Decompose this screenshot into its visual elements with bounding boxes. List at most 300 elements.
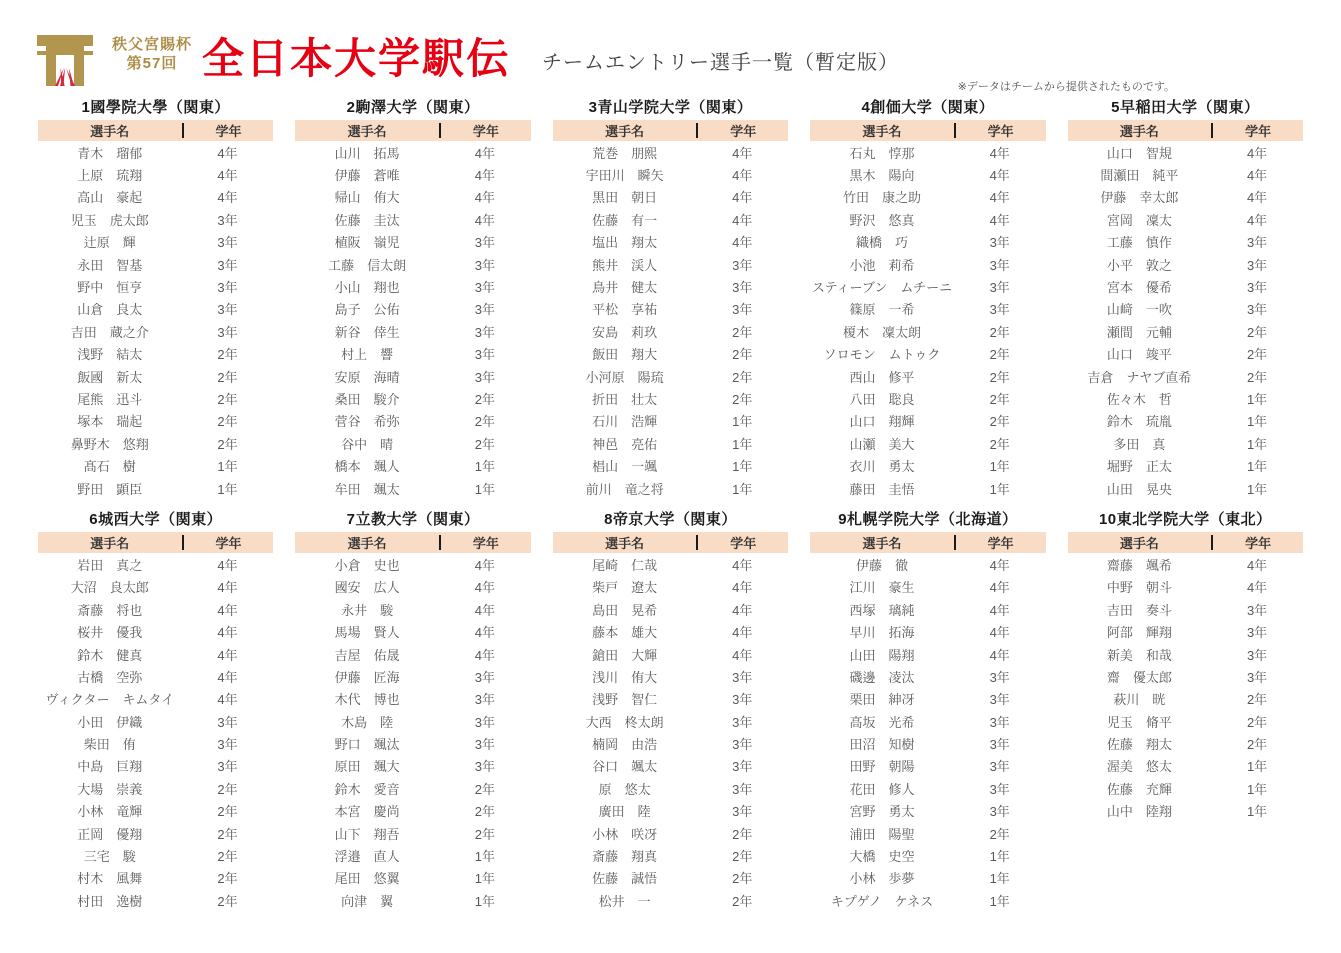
player-name: 原 悠太 [598, 781, 651, 797]
player-name: 小林 竜輝 [77, 804, 143, 820]
player-year: 3年 [989, 781, 1010, 797]
table-header-row [38, 532, 273, 553]
player-year: 3年 [217, 324, 238, 340]
player-name: 田沼 知樹 [849, 737, 915, 753]
player-row [38, 553, 273, 575]
player-name: 新美 和哉 [1106, 647, 1172, 663]
player-name: 伊藤 幸太郎 [1100, 190, 1179, 206]
player-year: 2年 [474, 391, 495, 407]
player-row [1068, 665, 1303, 687]
table-header-row [38, 120, 273, 141]
player-year: 3年 [732, 737, 753, 753]
player-year: 4年 [217, 625, 238, 641]
player-year: 3年 [732, 759, 753, 775]
team-table [38, 508, 273, 911]
player-year: 2年 [1246, 692, 1268, 708]
player-year: 2年 [217, 781, 238, 797]
player-row [38, 732, 273, 754]
player-year: 3年 [217, 737, 238, 753]
player-year: 3年 [989, 759, 1010, 775]
column-header-name: 選手名 [862, 536, 902, 552]
player-year: 1年 [732, 459, 753, 475]
team-table [1068, 508, 1303, 911]
player-name: 谷口 颯太 [592, 759, 658, 775]
player-name: 児玉 脩平 [1106, 714, 1172, 730]
player-year: 2年 [474, 804, 495, 820]
player-year: 4年 [474, 145, 495, 161]
player-row [295, 298, 530, 320]
player-name: 牟田 颯太 [334, 481, 400, 497]
player-name: 植阪 嶺児 [334, 235, 400, 251]
player-row [810, 343, 1045, 365]
player-year: 1年 [474, 481, 495, 497]
player-name: 山倉 良太 [77, 302, 143, 318]
player-name: 篠原 一希 [849, 302, 915, 318]
player-row [810, 410, 1045, 432]
player-name: 松井 一 [598, 893, 651, 909]
player-row [295, 844, 530, 866]
player-row [295, 867, 530, 889]
player-name: 伊藤 蒼唯 [334, 168, 400, 184]
player-year: 4年 [732, 580, 753, 596]
player-year: 4年 [732, 647, 753, 663]
player-row [1068, 688, 1303, 710]
player-row [38, 432, 273, 454]
player-year: 3年 [989, 714, 1010, 730]
event-title: 全日本大学駅伝 [202, 35, 511, 82]
player-name: 藤田 圭悟 [849, 481, 915, 497]
table-header-row [295, 532, 530, 553]
player-name: 斎藤 翔真 [592, 849, 658, 865]
player-row [1068, 432, 1303, 454]
player-row [810, 454, 1045, 476]
player-name: 吉屋 佑晟 [334, 647, 400, 663]
player-year: 1年 [1246, 459, 1268, 475]
player-year: 4年 [1246, 190, 1268, 206]
edition-number: 第57回 [126, 54, 178, 72]
player-year: 2年 [217, 826, 238, 842]
player-name: 永井 駿 [341, 602, 394, 618]
player-name: 浮邉 直人 [334, 849, 400, 865]
player-row [1068, 620, 1303, 642]
player-year: 3年 [1246, 235, 1268, 251]
player-row [810, 732, 1045, 754]
player-name: 古橋 空弥 [77, 669, 143, 685]
player-year: 3年 [989, 235, 1010, 251]
column-header-year: 学年 [472, 124, 499, 139]
player-year: 1年 [732, 481, 753, 497]
player-name: 吉田 奏斗 [1106, 602, 1172, 618]
player-year: 3年 [989, 692, 1010, 708]
player-row [295, 253, 530, 275]
player-year: 3年 [217, 235, 238, 251]
player-name: 飯國 新太 [77, 369, 143, 385]
player-name: 飯田 翔大 [592, 347, 658, 363]
player-name: 佐藤 充輝 [1106, 781, 1172, 797]
player-row [553, 553, 788, 575]
player-year: 4年 [217, 145, 238, 161]
player-name: 山口 翔輝 [849, 414, 915, 430]
player-name: 竹田 康之助 [842, 190, 921, 206]
player-row [38, 320, 273, 342]
table-header-row [1068, 532, 1303, 553]
player-year: 4年 [732, 145, 753, 161]
player-row [553, 620, 788, 642]
table-header-row [810, 120, 1045, 141]
player-year: 4年 [474, 580, 495, 596]
team-table [810, 96, 1045, 499]
player-name: 小河原 陽琉 [585, 369, 664, 385]
table-header-row [295, 120, 530, 141]
player-name: 佐藤 誠悟 [592, 871, 658, 887]
player-year: 3年 [474, 692, 495, 708]
player-year: 2年 [732, 849, 753, 865]
player-row [553, 688, 788, 710]
player-year: 2年 [474, 414, 495, 430]
player-row [1068, 477, 1303, 499]
player-row [295, 208, 530, 230]
player-row [1068, 253, 1303, 275]
player-year: 4年 [732, 190, 753, 206]
player-row [38, 800, 273, 822]
team-title: 9札幌学院大学（北海道） [838, 511, 1018, 529]
player-row [295, 477, 530, 499]
team-table [810, 508, 1045, 911]
player-row [38, 643, 273, 665]
player-year: 2年 [732, 369, 753, 385]
player-name: 佐藤 翔太 [1106, 737, 1172, 753]
player-year: 1年 [989, 459, 1010, 475]
player-year: 2年 [474, 826, 495, 842]
player-year: 4年 [732, 602, 753, 618]
player-name: 菅谷 希弥 [334, 414, 400, 430]
player-year: 1年 [1246, 781, 1268, 797]
column-header-name: 選手名 [1119, 124, 1159, 139]
player-name: 野口 颯汰 [334, 737, 400, 753]
player-name: 新谷 倖生 [334, 324, 400, 340]
team-title: 6城西大学（関東） [89, 511, 223, 529]
player-row [1068, 298, 1303, 320]
team-title: 4創価大学（関東） [861, 99, 995, 116]
team-table [38, 96, 273, 499]
player-year: 4年 [989, 557, 1010, 573]
player-year: 4年 [989, 190, 1010, 206]
column-header-name: 選手名 [605, 124, 645, 139]
player-year: 3年 [989, 302, 1010, 318]
player-row [553, 710, 788, 732]
player-row [38, 889, 273, 911]
player-year: 2年 [217, 871, 238, 887]
player-name: ソロモン ムトゥク [823, 347, 941, 363]
player-row [295, 576, 530, 598]
player-name: 國安 広人 [334, 580, 400, 596]
player-year: 3年 [1246, 669, 1268, 685]
player-year: 4年 [1246, 145, 1268, 161]
player-name: 吉田 蔵之介 [70, 324, 149, 340]
player-row [38, 620, 273, 642]
player-year: 3年 [217, 257, 238, 273]
player-row [295, 800, 530, 822]
player-year: 3年 [217, 212, 238, 228]
player-row [295, 365, 530, 387]
player-year: 1年 [1246, 436, 1268, 452]
player-row [38, 844, 273, 866]
column-header-year: 学年 [1245, 536, 1272, 552]
player-row [810, 844, 1045, 866]
ekiden-logo-icon [36, 34, 94, 86]
player-year: 3年 [989, 280, 1010, 296]
player-row [1068, 343, 1303, 365]
player-year: 3年 [474, 347, 495, 363]
player-row [810, 141, 1045, 163]
player-name: 磯邊 凌汰 [849, 669, 915, 685]
player-name: 中島 巨翔 [77, 759, 143, 775]
player-year: 3年 [732, 804, 753, 820]
player-name: 児玉 虎太郎 [70, 212, 149, 228]
player-row [810, 163, 1045, 185]
player-name: 衣川 勇太 [849, 459, 915, 475]
player-row [810, 889, 1045, 911]
player-row [295, 643, 530, 665]
player-name: 江川 豪生 [849, 580, 915, 596]
player-row [1068, 231, 1303, 253]
player-row [553, 387, 788, 409]
player-year: 1年 [989, 893, 1010, 909]
player-row [295, 454, 530, 476]
player-year: 3年 [474, 714, 495, 730]
player-year: 2年 [989, 826, 1010, 842]
player-row [1068, 387, 1303, 409]
table-header-row [810, 532, 1045, 553]
player-name: 栗田 紳冴 [849, 692, 915, 708]
player-name: 浅川 侑大 [592, 669, 658, 685]
player-row [38, 777, 273, 799]
player-year: 4年 [217, 669, 238, 685]
player-row [553, 477, 788, 499]
player-row [810, 598, 1045, 620]
player-name: 阿部 輝翔 [1106, 625, 1172, 641]
player-row [553, 208, 788, 230]
player-name: 柴田 侑 [83, 737, 136, 753]
player-row [1068, 777, 1303, 799]
player-name: 渥美 悠太 [1106, 759, 1172, 775]
player-name: 野田 顕臣 [77, 481, 143, 497]
player-row [810, 755, 1045, 777]
player-name: 浅野 智仁 [592, 692, 658, 708]
player-row [295, 732, 530, 754]
column-header-year: 学年 [472, 536, 499, 552]
player-row [553, 732, 788, 754]
player-year: 3年 [474, 669, 495, 685]
player-name: 折田 壮太 [592, 391, 658, 407]
page-header [36, 30, 1305, 94]
table-header-row [553, 532, 788, 553]
column-header-year: 学年 [730, 124, 757, 139]
column-header-name: 選手名 [90, 536, 130, 552]
player-row [38, 454, 273, 476]
player-row [295, 822, 530, 844]
player-row [553, 777, 788, 799]
player-year: 2年 [1246, 347, 1268, 363]
player-year: 4年 [732, 168, 753, 184]
player-row [295, 141, 530, 163]
player-name: 石丸 惇那 [849, 145, 915, 161]
player-name: 小林 歩夢 [849, 871, 915, 887]
player-name: 鳥井 健太 [592, 280, 658, 296]
player-name: 織橋 巧 [855, 235, 908, 251]
player-name: 伊藤 匠海 [334, 669, 400, 685]
player-name: 谷中 晴 [341, 436, 394, 452]
player-year: 1年 [1246, 414, 1268, 430]
player-year: 1年 [474, 893, 495, 909]
player-name: 大西 柊太朗 [585, 714, 664, 730]
player-year: 3年 [1246, 302, 1268, 318]
player-year: 3年 [732, 781, 753, 797]
player-year: 3年 [989, 257, 1010, 273]
player-row [553, 186, 788, 208]
player-name: 石川 浩輝 [592, 414, 658, 430]
player-name: 神邑 亮佑 [592, 436, 658, 452]
player-year: 2年 [989, 391, 1010, 407]
player-year: 4年 [989, 168, 1010, 184]
player-name: 山中 陸翔 [1106, 804, 1172, 820]
player-name: 島子 公佑 [334, 302, 400, 318]
player-name: 宇田川 瞬矢 [585, 168, 664, 184]
player-row [810, 553, 1045, 575]
column-header-year: 学年 [987, 124, 1014, 139]
player-year: 2年 [989, 436, 1010, 452]
column-header-year: 学年 [1245, 124, 1272, 139]
player-year: 4年 [217, 692, 238, 708]
team-title: 3青山学院大学（関東） [588, 99, 753, 116]
player-year: 4年 [1246, 580, 1268, 596]
player-row [1068, 275, 1303, 297]
player-year: 4年 [989, 212, 1010, 228]
column-header-year: 学年 [215, 536, 242, 552]
player-row [1068, 141, 1303, 163]
player-name: 小倉 史也 [334, 557, 400, 573]
team-table [295, 96, 530, 499]
player-name: 八田 聡良 [849, 391, 915, 407]
player-name: 佐藤 圭汰 [334, 212, 400, 228]
player-row [810, 387, 1045, 409]
player-year: 4年 [474, 625, 495, 641]
column-header-name: 選手名 [90, 124, 130, 139]
player-name: 橋本 颯人 [334, 459, 400, 475]
player-year: 3年 [474, 280, 495, 296]
player-year: 1年 [989, 481, 1010, 497]
player-row [38, 163, 273, 185]
player-name: 山川 拓馬 [334, 145, 400, 161]
player-row [295, 553, 530, 575]
player-name: 馬場 賢人 [334, 625, 400, 641]
player-name: 佐藤 有一 [592, 212, 658, 228]
player-row [295, 343, 530, 365]
player-row [1068, 800, 1303, 822]
player-row [553, 822, 788, 844]
player-name: 尾熊 迅斗 [77, 391, 143, 407]
player-name: 正岡 優翔 [77, 826, 143, 842]
player-row [295, 710, 530, 732]
player-year: 4年 [989, 647, 1010, 663]
player-year: 2年 [732, 347, 753, 363]
player-name: 辻原 輝 [83, 235, 136, 251]
player-row [295, 620, 530, 642]
player-year: 1年 [217, 459, 238, 475]
player-row [553, 365, 788, 387]
player-name: 帰山 侑大 [334, 190, 400, 206]
player-name: 山田 晃央 [1106, 481, 1172, 497]
player-row [553, 844, 788, 866]
player-year: 4年 [1246, 168, 1268, 184]
page-subtitle: チームエントリー選手一覧（暫定版） [542, 52, 899, 74]
player-year: 2年 [1246, 324, 1268, 340]
player-name: 田野 朝陽 [849, 759, 915, 775]
player-row [553, 275, 788, 297]
player-name: 楠岡 由浩 [592, 737, 658, 753]
player-row [553, 343, 788, 365]
player-year: 4年 [474, 602, 495, 618]
player-year: 2年 [217, 436, 238, 452]
player-name: 浦田 陽聖 [849, 826, 915, 842]
player-year: 3年 [1246, 647, 1268, 663]
player-row [553, 298, 788, 320]
player-year: 1年 [732, 414, 753, 430]
player-year: 4年 [217, 602, 238, 618]
player-name: 斎藤 将也 [77, 602, 143, 618]
player-year: 4年 [474, 168, 495, 184]
player-name: 中野 朝斗 [1106, 580, 1172, 596]
player-row [38, 343, 273, 365]
player-year: 2年 [989, 324, 1010, 340]
player-name: 山下 翔吾 [334, 826, 400, 842]
player-row [1068, 643, 1303, 665]
player-name: 荒巻 朋熙 [592, 145, 658, 161]
player-row [810, 298, 1045, 320]
player-year: 2年 [1246, 369, 1268, 385]
player-name: 尾崎 仁哉 [592, 557, 658, 573]
team-title: 2駒澤大学（関東） [346, 99, 480, 116]
player-row [810, 665, 1045, 687]
player-year: 4年 [474, 557, 495, 573]
player-row [295, 665, 530, 687]
player-row [38, 598, 273, 620]
team-table [553, 508, 788, 911]
player-name: 永田 智基 [77, 257, 143, 273]
player-name: 伊藤 徹 [855, 557, 908, 573]
player-name: 小林 咲冴 [592, 826, 658, 842]
player-name: 鈴木 愛音 [334, 781, 400, 797]
player-year: 4年 [989, 580, 1010, 596]
player-year: 4年 [474, 190, 495, 206]
player-name: 安原 海晴 [334, 369, 400, 385]
player-row [38, 688, 273, 710]
player-name: ヴィクター キムタイ [45, 692, 175, 708]
player-name: 花田 修人 [849, 781, 915, 797]
player-year: 2年 [732, 893, 753, 909]
player-row [810, 231, 1045, 253]
player-row [553, 598, 788, 620]
column-header-name: 選手名 [1119, 536, 1159, 552]
player-name: 木島 陸 [341, 714, 394, 730]
player-row [553, 410, 788, 432]
player-name: 高坂 光希 [849, 714, 915, 730]
player-row [810, 620, 1045, 642]
player-row [295, 275, 530, 297]
player-name: 早川 拓海 [849, 625, 915, 641]
player-name: 村田 逸樹 [77, 893, 143, 909]
column-header-year: 学年 [730, 536, 757, 552]
